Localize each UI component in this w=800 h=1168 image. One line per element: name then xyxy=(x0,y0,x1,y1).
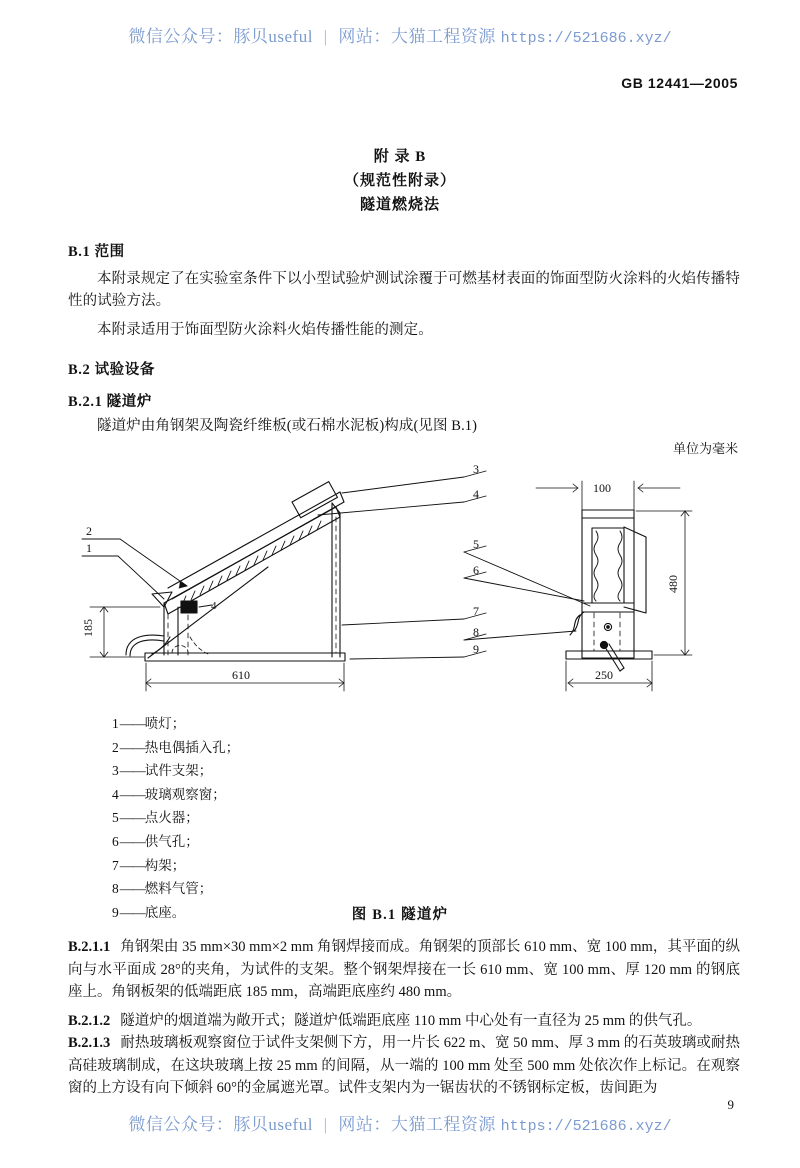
section-heading-b2: B.2 试验设备 xyxy=(68,362,155,378)
dimension-text-100: 100 xyxy=(593,481,611,495)
annex-name: 隧道燃烧法 xyxy=(359,197,440,213)
legend-label: 构架； xyxy=(144,857,186,873)
page-number: 9 xyxy=(727,1097,734,1112)
furnace-body-outline xyxy=(582,510,634,658)
figure-caption: 图 B.1 隧道炉 xyxy=(351,907,449,923)
legend-number: 6 xyxy=(112,833,119,849)
callout-label-3: 3 xyxy=(473,462,479,476)
clause-b211 xyxy=(68,936,740,1004)
annex-heading-block xyxy=(0,145,800,217)
watermark-url: https://521686.xyz/ xyxy=(500,30,672,47)
watermark-url: https://521686.xyz/ xyxy=(500,1118,672,1135)
legend-dash: —— xyxy=(119,857,145,873)
clause-b211-label: B.2.1.1 xyxy=(68,939,111,955)
clause-b212-label: B.2.1.2 xyxy=(68,1013,111,1029)
refractory-wave xyxy=(594,531,622,601)
dimension-text-250: 250 xyxy=(595,668,613,682)
dimension-185 xyxy=(90,607,160,657)
legend-label: 燃料气管； xyxy=(144,881,213,897)
callout-label-5: 5 xyxy=(473,537,479,551)
legend-label: 热电偶插入孔； xyxy=(144,739,240,755)
legend-number: 9 xyxy=(112,904,119,920)
section-b21-paragraph-1: 隧道炉由角钢架及陶瓷纤维板(或石棉水泥板)构成(见图 B.1) xyxy=(97,418,478,434)
footer-watermark xyxy=(0,1110,800,1135)
gas-supply-hole xyxy=(600,641,607,648)
dimension-text-610: 610 xyxy=(232,668,250,682)
annex-subtitle: （规范性附录） xyxy=(343,173,456,189)
observation-window-frame xyxy=(292,482,337,518)
legend-dash: —— xyxy=(119,763,145,779)
gas-pipe-curve xyxy=(126,635,164,655)
clause-b212-text: 隧道炉的烟道端为敞开式；隧道炉低端距底座 110 mm 中心处有一直径为 25 mm 的供气孔。 xyxy=(120,1013,702,1029)
tunnel-furnace-svg xyxy=(60,455,740,705)
legend-dash: —— xyxy=(119,716,145,731)
callout-label-4-left: 4 xyxy=(211,600,217,612)
legend-label: 点火器； xyxy=(144,810,199,826)
legend-dash: —— xyxy=(119,904,145,920)
figure-tunnel-furnace-drawing xyxy=(60,455,740,705)
base-plate xyxy=(145,653,345,661)
legend-label: 供气孔； xyxy=(144,833,199,849)
hinged-shield-panel xyxy=(624,527,646,613)
burner-nozzle xyxy=(152,592,172,607)
legend-number: 5 xyxy=(112,810,119,826)
clause-b213 xyxy=(68,1032,740,1100)
section-b1-paragraph-2: 本附录适用于饰面型防火涂料火焰传播性能的测定。 xyxy=(97,322,433,338)
legend-label: 试件支架； xyxy=(144,763,213,779)
callout-label-8: 8 xyxy=(473,625,479,639)
callout-leaders-right xyxy=(318,471,590,659)
legend-item xyxy=(112,877,412,901)
legend-item xyxy=(112,736,412,760)
legend-label: 玻璃观察窗； xyxy=(144,786,226,802)
callout-label-4: 4 xyxy=(473,487,479,501)
legend-dash: —— xyxy=(119,739,145,755)
dimension-480 xyxy=(636,511,692,655)
diagonal-brace xyxy=(148,567,268,658)
figure-unit-note: 单位为毫米 xyxy=(672,441,738,456)
clause-b211-text: 角钢架由 35 mm×30 mm×2 mm 角钢焊接而成。角钢架的顶部长 610 mm、宽 100 mm，其平面的纵向与水平面成 28°的夹角，为试件的支架。整个钢架焊接在一长 610 mm、宽 100 mm、厚 120 mm 的钢底座上。角钢板架的低端距底 185 mm，高端距底座约 480 mm。 xyxy=(68,939,740,1000)
callout-label-6: 6 xyxy=(473,563,479,577)
callout-label-9: 9 xyxy=(473,642,479,656)
dimension-text-185: 185 xyxy=(81,619,95,637)
legend-number: 1 xyxy=(112,716,119,731)
legend-label: 底座。 xyxy=(144,904,186,920)
burner-head xyxy=(181,601,197,613)
figure-legend xyxy=(112,712,412,924)
callout-label-7: 7 xyxy=(473,604,479,618)
section-heading-b21: B.2.1 隧道炉 xyxy=(68,394,152,410)
legend-item xyxy=(112,783,412,807)
watermark-site-label: 网站：大猫工程资源 xyxy=(338,1115,496,1134)
legend-dash: —— xyxy=(119,786,145,802)
watermark-wechat-label: 微信公众号：豚贝useful xyxy=(128,27,313,46)
section-b1-paragraph-1: 本附录规定了在实验室条件下以小型试验炉测试涂覆于可燃基材表面的饰面型防火涂料的火焰传播特性的试验方法。 xyxy=(68,271,740,309)
watermark-site-label: 网站：大猫工程资源 xyxy=(338,27,496,46)
clause-b213-label: B.2.1.3 xyxy=(68,1035,111,1051)
legend-dash: —— xyxy=(119,810,145,826)
legend-dash: —— xyxy=(119,881,145,897)
legend-dash: —— xyxy=(119,833,145,849)
legend-item xyxy=(112,854,412,878)
legend-item xyxy=(112,759,412,783)
standard-number: GB 12441—2005 xyxy=(621,75,738,91)
legend-label: 喷灯； xyxy=(144,716,186,731)
legend-item xyxy=(112,712,412,736)
legend-item xyxy=(112,830,412,854)
legend-number: 3 xyxy=(112,763,119,779)
watermark-separator: | xyxy=(323,27,328,46)
section-heading-b1: B.1 范围 xyxy=(68,244,125,260)
legend-number: 7 xyxy=(112,857,119,873)
rack-upper-rail xyxy=(168,492,340,588)
callout-label-2: 2 xyxy=(86,524,92,538)
legend-number: 4 xyxy=(112,786,119,802)
legend-number: 8 xyxy=(112,881,119,897)
legend-number: 2 xyxy=(112,739,119,755)
callout-label-1: 1 xyxy=(86,541,92,555)
watermark-separator: | xyxy=(323,1115,328,1134)
header-watermark xyxy=(0,22,800,47)
annex-title: 附 录 B xyxy=(373,149,427,165)
watermark-wechat-label: 微信公众号：豚贝useful xyxy=(128,1115,313,1134)
legend-item xyxy=(112,806,412,830)
rack-lower-rail xyxy=(164,507,336,603)
dimension-text-480: 480 xyxy=(666,575,680,593)
clause-b212 xyxy=(68,1010,740,1033)
clause-b213-text: 耐热玻璃板观察窗位于试件支架侧下方，用一片长 622 m、宽 50 mm、厚 3 mm 的石英玻璃或耐热高硅玻璃制成，在这块玻璃上按 25 mm 的间隔，从一端的 100 mm 处至 500 mm 处依次作上标记。在观察窗的上方设有向下倾斜 60°的金属遮光罩。试件支架内为一锯齿状的不锈钢标定板，齿间距为 xyxy=(68,1035,740,1096)
